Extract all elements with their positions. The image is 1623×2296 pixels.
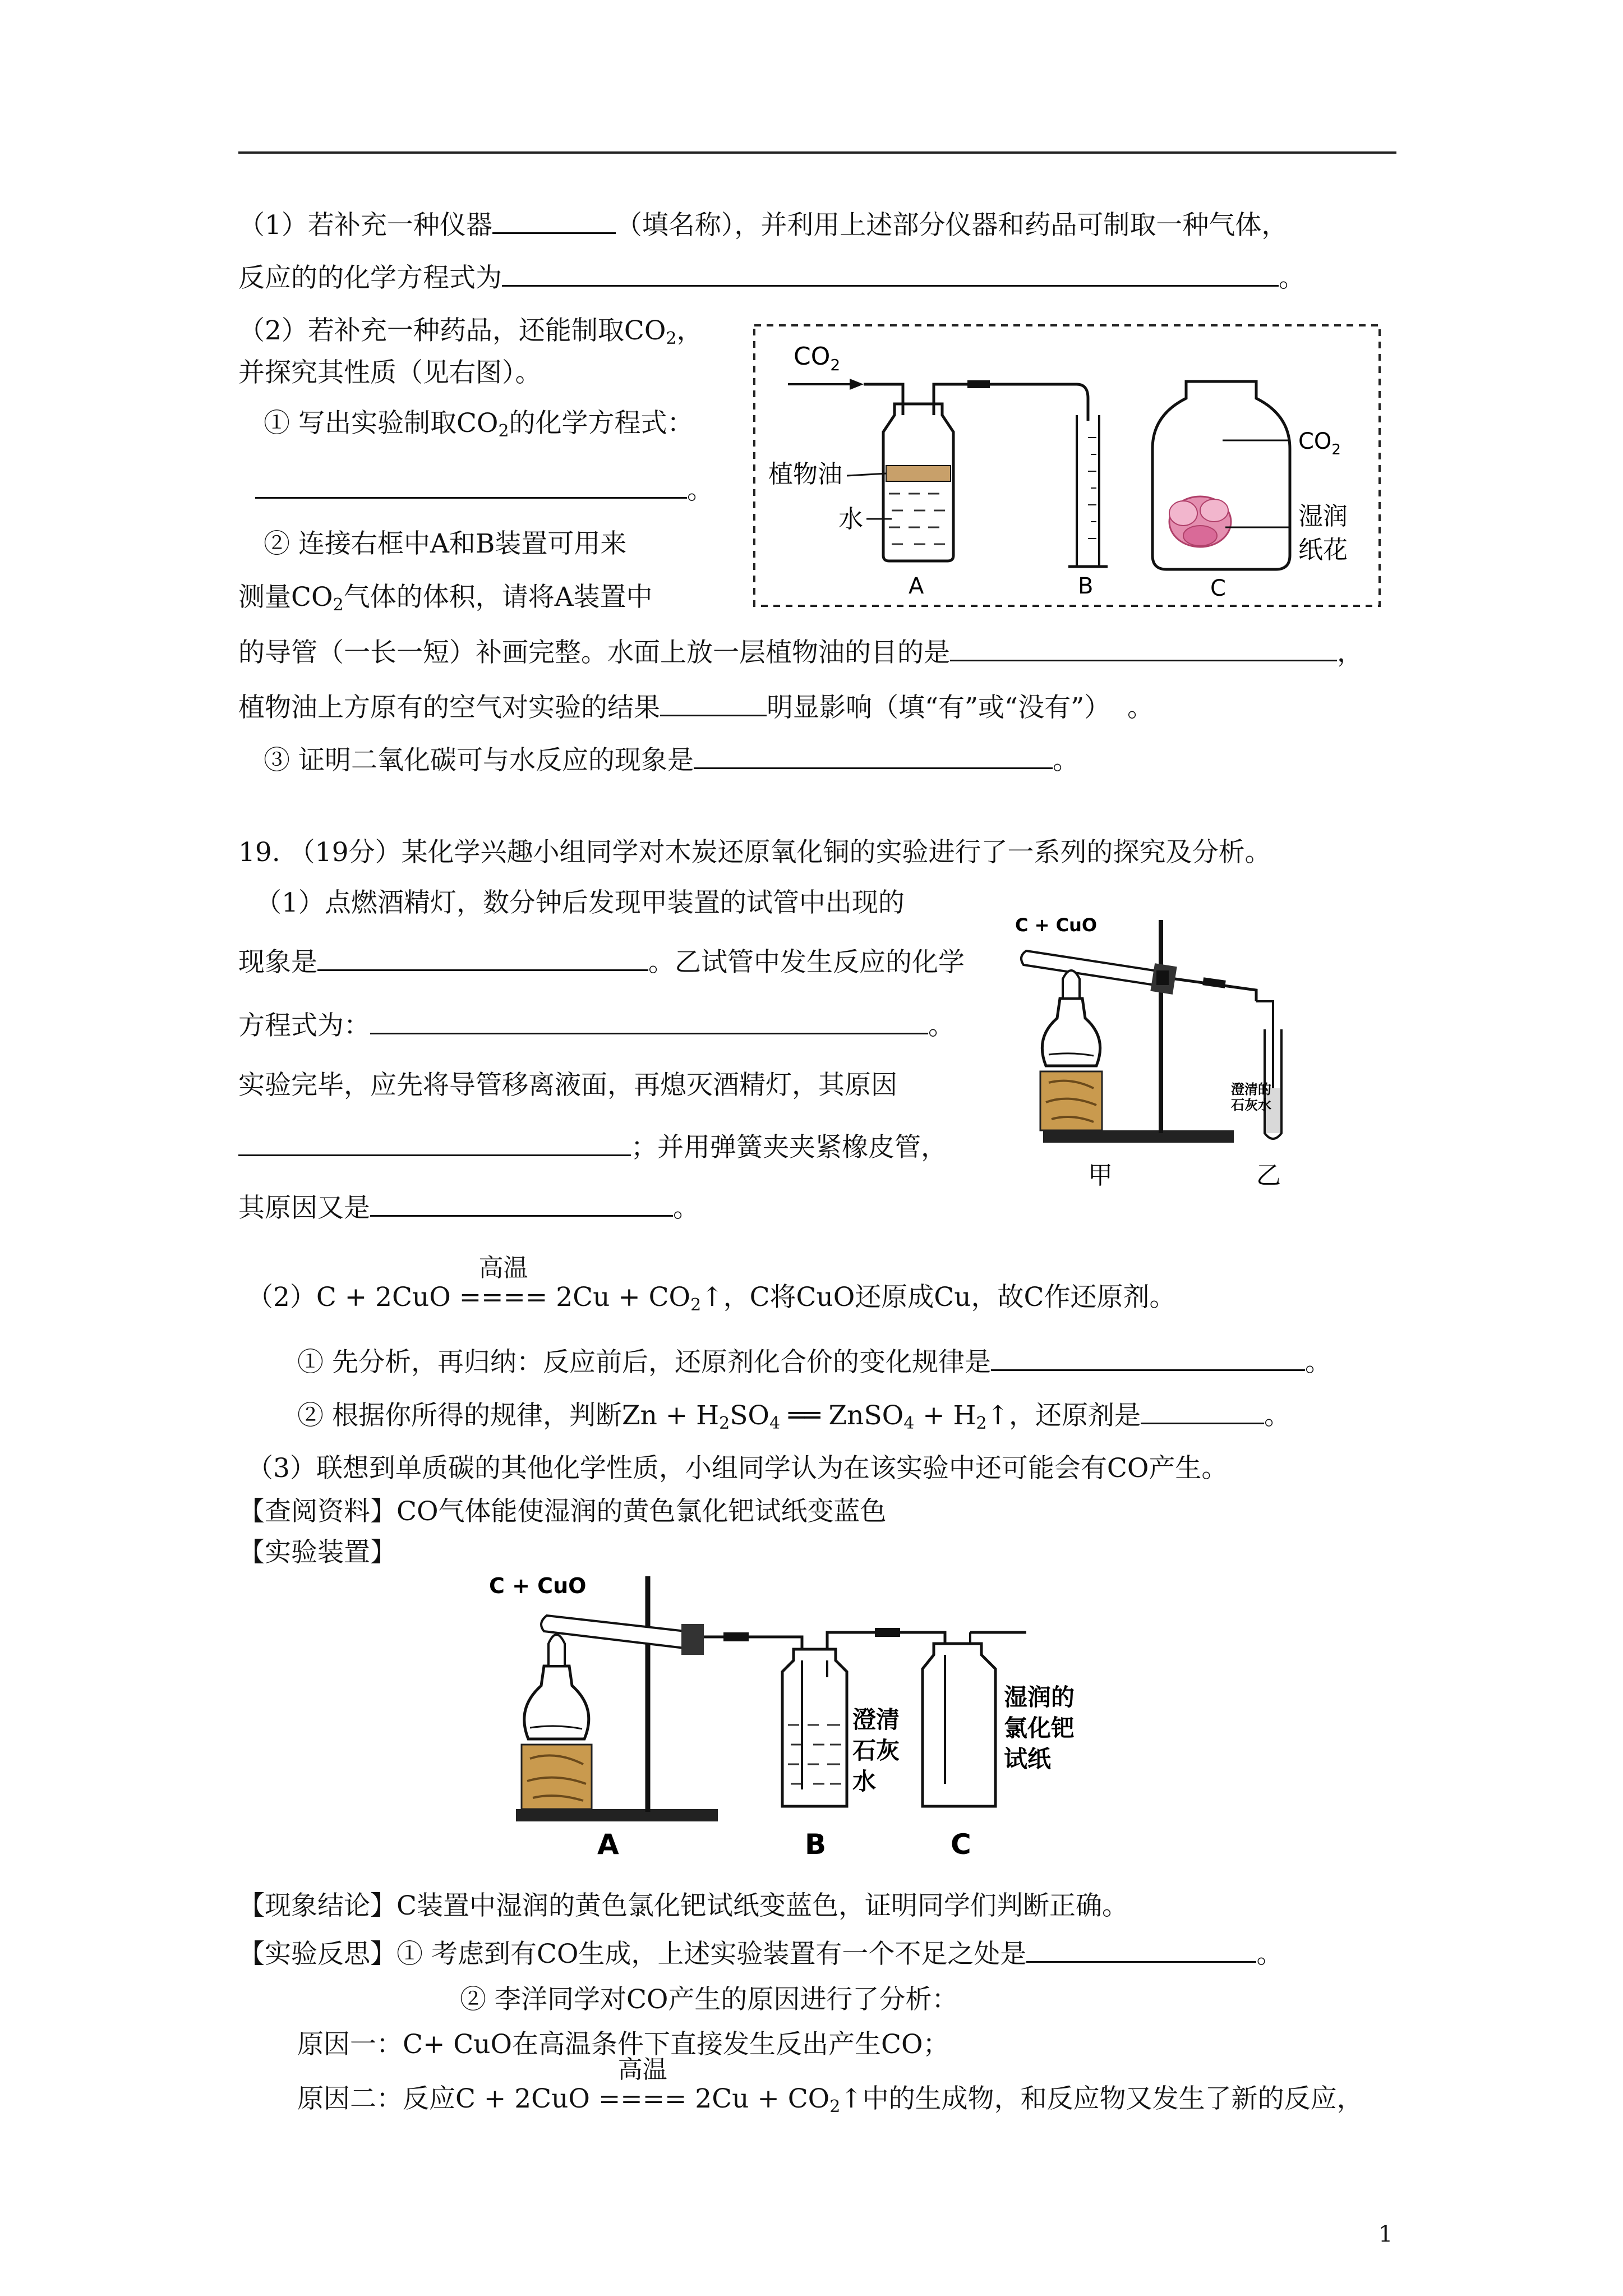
answer-blank[interactable] <box>1026 1935 1256 1963</box>
co2-apparatus-figure <box>751 320 1385 611</box>
label-jia: 甲 <box>1088 1161 1113 1190</box>
answer-blank[interactable] <box>492 206 616 234</box>
q19-part3-intro: （3）联想到单质碳的其他化学性质，小组同学认为在该实验中还可能会有CO产生。 <box>247 1453 1228 1484</box>
q18-part2-item3: ③ 证明二氧化碳可与水反应的现象是 。 <box>264 742 1079 777</box>
bottle-b <box>782 1649 847 1806</box>
q19-part2-item2: ② 根据你所得的规律，判断$Zn + H_2SO_4$ ══ ZnSO$_4$ + $H_2↑$，还原剂是 。 <box>297 1397 1290 1433</box>
q19-part1-line1: （1）点燃酒精灯，数分钟后发现甲装置的试管中出现的 <box>255 887 905 918</box>
q18-part2-item1: ① 写出实验制取$CO_2$的化学方程式： <box>264 408 694 441</box>
answer-blank[interactable] <box>502 259 1279 287</box>
bottle-c-label-2: 氯化钯 <box>1004 1714 1075 1742</box>
q19-part1-line2: 现象是 。乙试管中发生反应的化学 <box>238 944 965 979</box>
jar-c <box>1152 381 1290 569</box>
bottle-b-label-3: 水 <box>852 1768 877 1795</box>
answer-blank[interactable] <box>660 689 767 716</box>
q19-lookup: 【查阅资料】CO气体能使湿润的黄色氯化钯试纸变蓝色 <box>238 1496 887 1527</box>
bottle-a <box>864 384 970 561</box>
q19-part1-line6: 其原因又是 。 <box>238 1189 699 1225</box>
q18-part2-item2-line4: 植物油上方原有的空气对实验的结果 明显影响（填“有”或“没有”） 。 <box>238 689 1154 725</box>
charcoal-reduction-figure-1 <box>1009 909 1346 1200</box>
limewater-label-1: 澄清的 <box>1231 1082 1271 1097</box>
q19-conclusion: 【现象结论】C装置中湿润的黄色氯化钯试纸变蓝色，证明同学们判断正确。 <box>238 1890 1128 1921</box>
label-a: A <box>597 1828 619 1861</box>
answer-blank[interactable] <box>694 742 1053 769</box>
alcohol-lamp <box>1040 970 1102 1130</box>
reaction-condition: 高温 ==== <box>459 1254 548 1313</box>
jar-co2-label: $CO_2$ <box>1298 429 1341 458</box>
label-yi: 乙 <box>1256 1161 1281 1190</box>
q19-part2-equation: （2）C + 2CuO 高温 ==== $2Cu + CO_2↑$，C将CuO还原成Cu，故C作还原剂。 <box>247 1254 1176 1315</box>
q19-reflection-1: 【实验反思】① 考虑到有CO生成，上述实验装置有一个不足之处是 。 <box>238 1935 1283 1971</box>
co2-inlet-label: $CO_2$ <box>794 342 841 374</box>
answer-blank[interactable] <box>255 471 687 499</box>
q19-part1-line3: 方程式为： 。 <box>238 1007 955 1043</box>
bottle-b-label-1: 澄清 <box>852 1706 900 1733</box>
q18-part2-line1: （2）若补充一种药品，还能制取$CO_2$， <box>238 315 703 348</box>
header-rule <box>238 151 1396 154</box>
q18-part2-item1-blank: 。 <box>255 471 713 507</box>
arrow-head <box>850 379 864 390</box>
limewater-label-2: 石灰水 <box>1231 1097 1271 1113</box>
paper-flower-label: 纸花 <box>1298 536 1348 564</box>
answer-blank[interactable] <box>317 944 648 971</box>
label-c: C <box>951 1828 971 1861</box>
bottle-b-label-2: 石灰 <box>852 1737 900 1764</box>
q19-reason-2: 原因二：反应C + 2CuO 高温 ==== $2Cu + CO_2↑$中的生成物，和反应物又发生了新的反应， <box>297 2055 1363 2116</box>
page-number: 1 <box>1378 2221 1393 2247</box>
bottle-c-label-1: 湿润的 <box>1004 1683 1075 1711</box>
answer-blank[interactable] <box>991 1343 1305 1371</box>
connecting-tube <box>990 384 1088 421</box>
cylinder-b <box>1068 415 1108 567</box>
stand-base <box>516 1809 718 1821</box>
answer-blank[interactable] <box>950 634 1337 661</box>
q18-part2-item2-line2: 测量$CO_2$气体的体积，请将A装置中 <box>238 582 653 615</box>
q19-reflection-2: ② 李洋同学对CO产生的原因进行了分析： <box>460 1984 958 2015</box>
label-b: B <box>805 1828 827 1861</box>
q18-part1-line1: （1）若补充一种仪器 （填名称），并利用上述部分仪器和药品可制取一种气体， <box>238 206 1288 242</box>
bottle-c-label-3: 试纸 <box>1004 1745 1052 1773</box>
q19-reason-1: 原因一：C+ CuO在高温条件下直接发生反出产生CO； <box>297 2029 949 2060</box>
reactant-label: C + CuO <box>1015 914 1098 936</box>
test-tube-jia <box>1021 951 1177 995</box>
water-label: 水 <box>838 505 863 533</box>
charcoal-reduction-figure-2 <box>488 1565 1138 1862</box>
q18-part2-item2-line1: ② 连接右框中A和B装置可用来 <box>264 528 627 559</box>
answer-blank[interactable] <box>1141 1397 1264 1424</box>
answer-blank[interactable] <box>370 1189 673 1217</box>
q18-part1-line2: 反应的的化学方程式为 。 <box>238 259 1305 295</box>
reaction-condition: 高温 ==== <box>598 2055 687 2114</box>
label-c: C <box>1210 576 1226 601</box>
label-a: A <box>909 573 924 599</box>
stand-base <box>1043 1130 1234 1143</box>
label-b: B <box>1078 573 1094 599</box>
answer-blank[interactable] <box>238 1129 631 1156</box>
wet-label: 湿润 <box>1298 502 1348 531</box>
q19-part2-item1: ① 先分析，再归纳：反应前后，还原剂化合价的变化规律是 。 <box>297 1343 1331 1379</box>
reactant-label: C + CuO <box>489 1573 587 1598</box>
q19-device-heading: 【实验装置】 <box>238 1537 396 1568</box>
q19-title: 19. （19分）某化学兴趣小组同学对木炭还原氧化铜的实验进行了一系列的探究及分析。 <box>238 837 1271 868</box>
alcohol-lamp <box>522 1635 592 1809</box>
q19-part1-line5: ；并用弹簧夹夹紧橡皮管， <box>238 1129 947 1165</box>
q19-part1-line4: 实验完毕，应先将导管移离液面，再熄灭酒精灯，其原因 <box>238 1070 897 1101</box>
oil-label: 植物油 <box>768 460 842 489</box>
q18-part2-item2-line3: 的导管（一长一短）补画完整。水面上放一层植物油的目的是 ， <box>238 634 1363 670</box>
q18-part2-line2: 并探究其性质（见右图）。 <box>238 357 542 388</box>
answer-blank[interactable] <box>370 1007 928 1034</box>
